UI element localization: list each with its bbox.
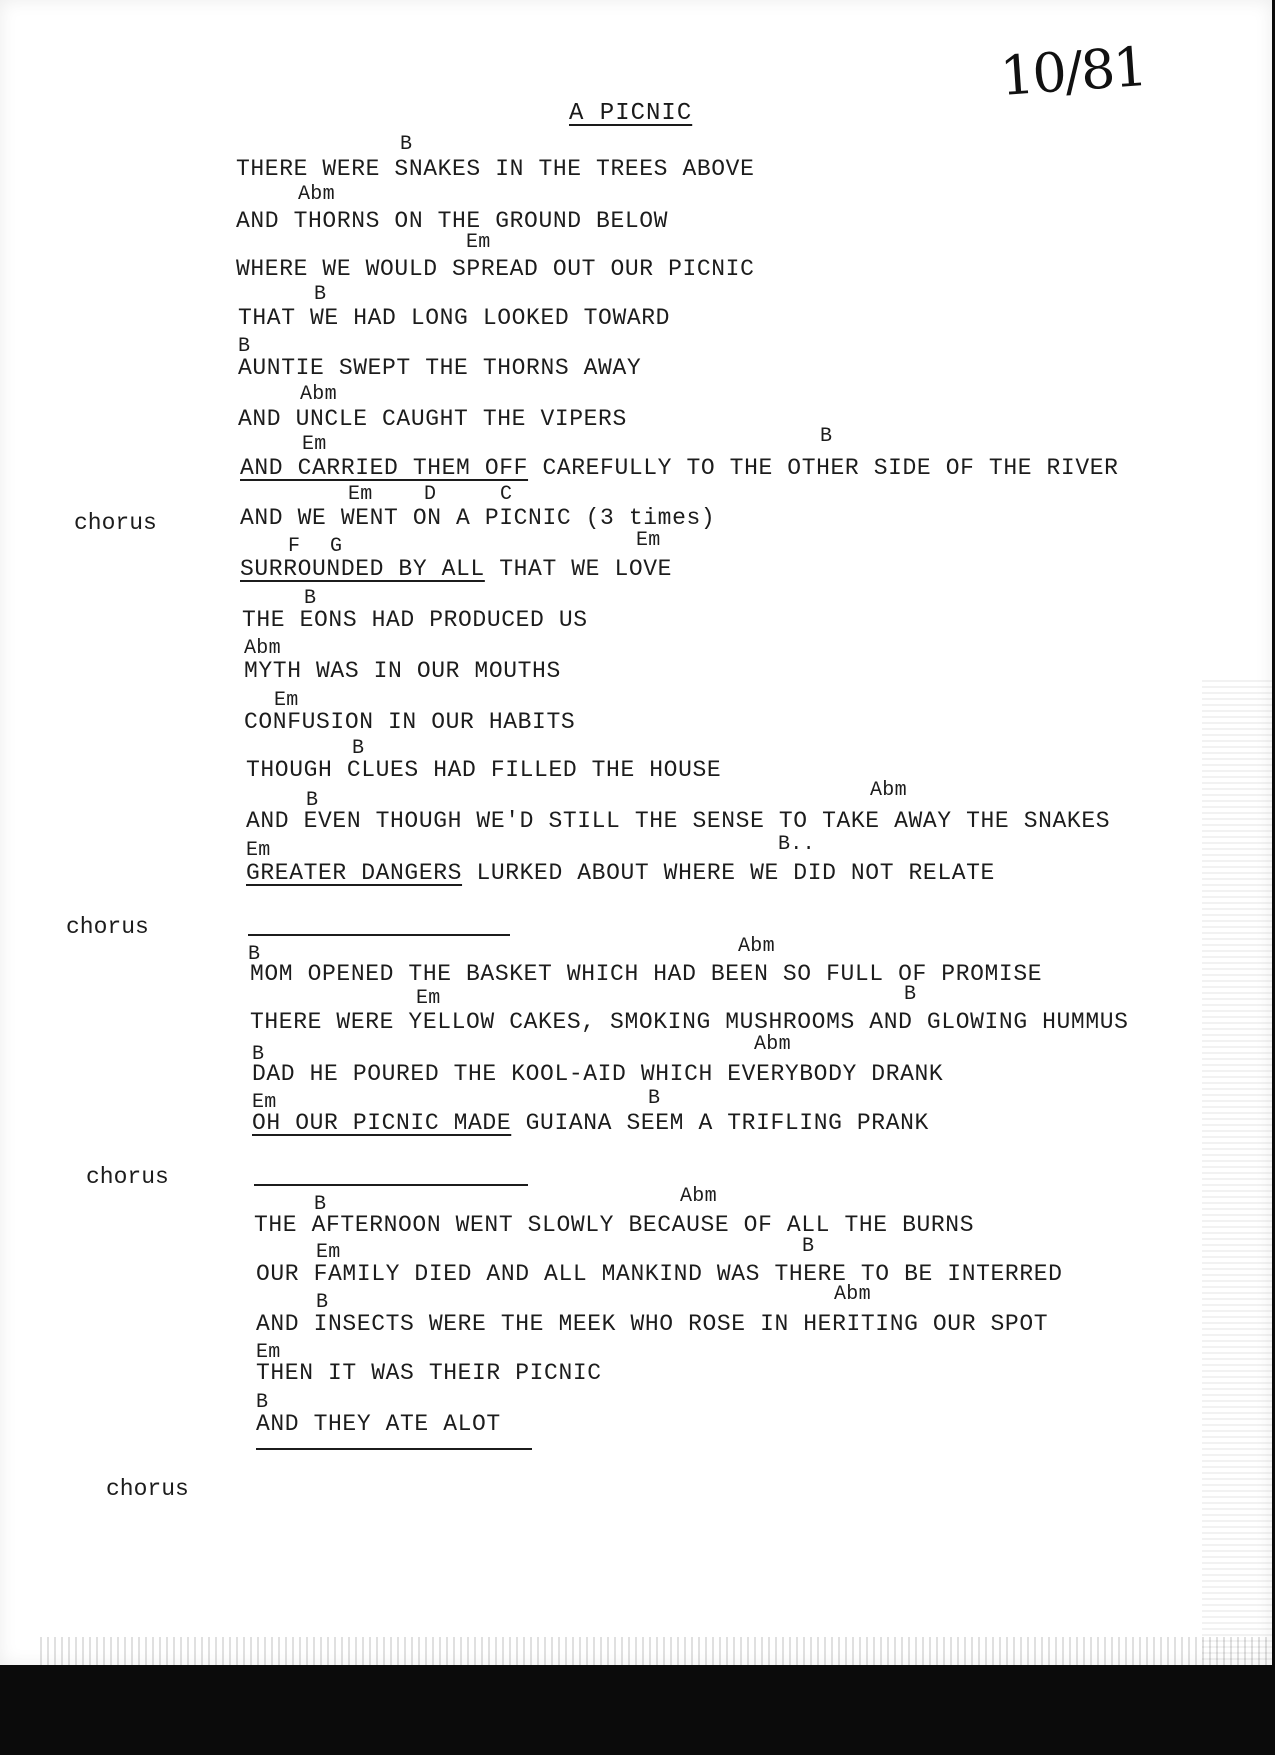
lyric-line: THOUGH CLUES HAD FILLED THE HOUSE [246,757,722,783]
chorus-label: chorus [86,1164,169,1190]
lyric-line: THE EONS HAD PRODUCED US [242,607,588,633]
chord: B [904,983,917,1006]
chord: Abm [298,183,335,206]
chord: G [330,535,343,558]
section-rule [248,934,510,936]
chord: B [352,737,365,760]
chord: Em [246,839,271,862]
chord: Abm [870,779,907,802]
chord: Abm [754,1033,791,1056]
chord: Abm [244,637,281,660]
chord: B [252,1043,265,1066]
chord: Em [316,1241,341,1264]
underlined-phrase: SURROUNDED BY ALL [240,556,485,582]
lyric-line: THERE WERE SNAKES IN THE TREES ABOVE [236,156,755,182]
lyric-line: THEN IT WAS THEIR PICNIC [256,1360,602,1386]
lyric-line: THE AFTERNOON WENT SLOWLY BECAUSE OF ALL THE BURNS [254,1212,975,1238]
chord: Abm [738,935,775,958]
chord: Abm [300,383,337,406]
chord: Em [302,433,327,456]
chord: B [248,943,261,966]
chorus-label: chorus [66,914,149,940]
underlined-phrase: AND CARRIED THEM OFF [240,455,529,481]
lyric-fragment: LURKED ABOUT WHERE WE DID NOT RELATE [462,860,995,886]
chord: B [316,1291,329,1314]
chord: Em [256,1341,281,1364]
lyric-line [252,1110,929,1136]
lyric-fragment: GUIANA SEEM A TRIFLING PRANK [511,1110,929,1136]
chord: B [314,283,327,306]
chord: Em [274,689,299,712]
handwritten-date: 10/81 [997,34,1148,109]
chord: B [238,335,251,358]
underlined-phrase: OH OUR PICNIC MADE [252,1110,512,1136]
chord: Abm [834,1283,871,1306]
chord: B [820,425,833,448]
underlined-phrase: GREATER DANGERS [246,860,463,886]
section-rule [256,1448,532,1450]
lyric-line: AUNTIE SWEPT THE THORNS AWAY [238,355,642,381]
lyric-line: WHERE WE WOULD SPREAD OUT OUR PICNIC [236,256,755,282]
chord: B [400,133,413,156]
lyric-line: AND THEY ATE ALOT [256,1411,501,1437]
lyric-line: AND EVEN THOUGH WE'D STILL THE SENSE TO TAKE AWAY THE SNAKES [246,808,1111,834]
chord: B [802,1235,815,1258]
scan-bottom-noise [40,1637,1270,1665]
lyric-line: THERE WERE YELLOW CAKES, SMOKING MUSHROOMS AND GLOWING HUMMUS [250,1009,1129,1035]
lyric-line: CONFUSION IN OUR HABITS [244,709,576,735]
chord: F [288,535,301,558]
chorus-label: chorus [106,1476,189,1502]
chord: Em [348,483,373,506]
chord: B [648,1087,661,1110]
lyric-line [240,455,1119,481]
lyric-line [246,860,995,886]
lyric-line: AND THORNS ON THE GROUND BELOW [236,208,669,234]
chord: Abm [680,1185,717,1208]
chord: Em [466,231,491,254]
lyric-line: THAT WE HAD LONG LOOKED TOWARD [238,305,671,331]
lyric-line: MYTH WAS IN OUR MOUTHS [244,658,561,684]
lyric-line: AND WE WENT ON A PICNIC (3 times) [240,505,716,531]
scan-edge-noise [1202,680,1272,1660]
lyric-line: MOM OPENED THE BASKET WHICH HAD BEEN SO FULL OF PROMISE [250,961,1043,987]
chord: C [500,483,513,506]
lyric-line [240,556,672,582]
lyric-line: DAD HE POURED THE KOOL-AID WHICH EVERYBODY DRANK [252,1061,944,1087]
section-rule [254,1184,528,1186]
chord: Em [636,529,661,552]
lyric-line: AND UNCLE CAUGHT THE VIPERS [238,406,627,432]
chord: Em [416,987,441,1010]
chord: B.. [778,833,815,856]
lyric-fragment: THAT WE LOVE [484,556,673,582]
lyric-fragment: CAREFULLY TO THE OTHER SIDE OF THE RIVER [528,455,1119,481]
song-title: A PICNIC [569,100,693,127]
chord: B [306,789,319,812]
chord: D [424,483,437,506]
chord: Em [252,1091,277,1114]
chord: B [304,587,317,610]
chorus-label: chorus [74,510,157,536]
chord: B [256,1391,269,1414]
lyric-line: AND INSECTS WERE THE MEEK WHO ROSE IN HERITING OUR SPOT [256,1311,1049,1337]
lyric-line: OUR FAMILY DIED AND ALL MANKIND WAS THERE TO BE INTERRED [256,1261,1063,1287]
chord: B [314,1193,327,1216]
